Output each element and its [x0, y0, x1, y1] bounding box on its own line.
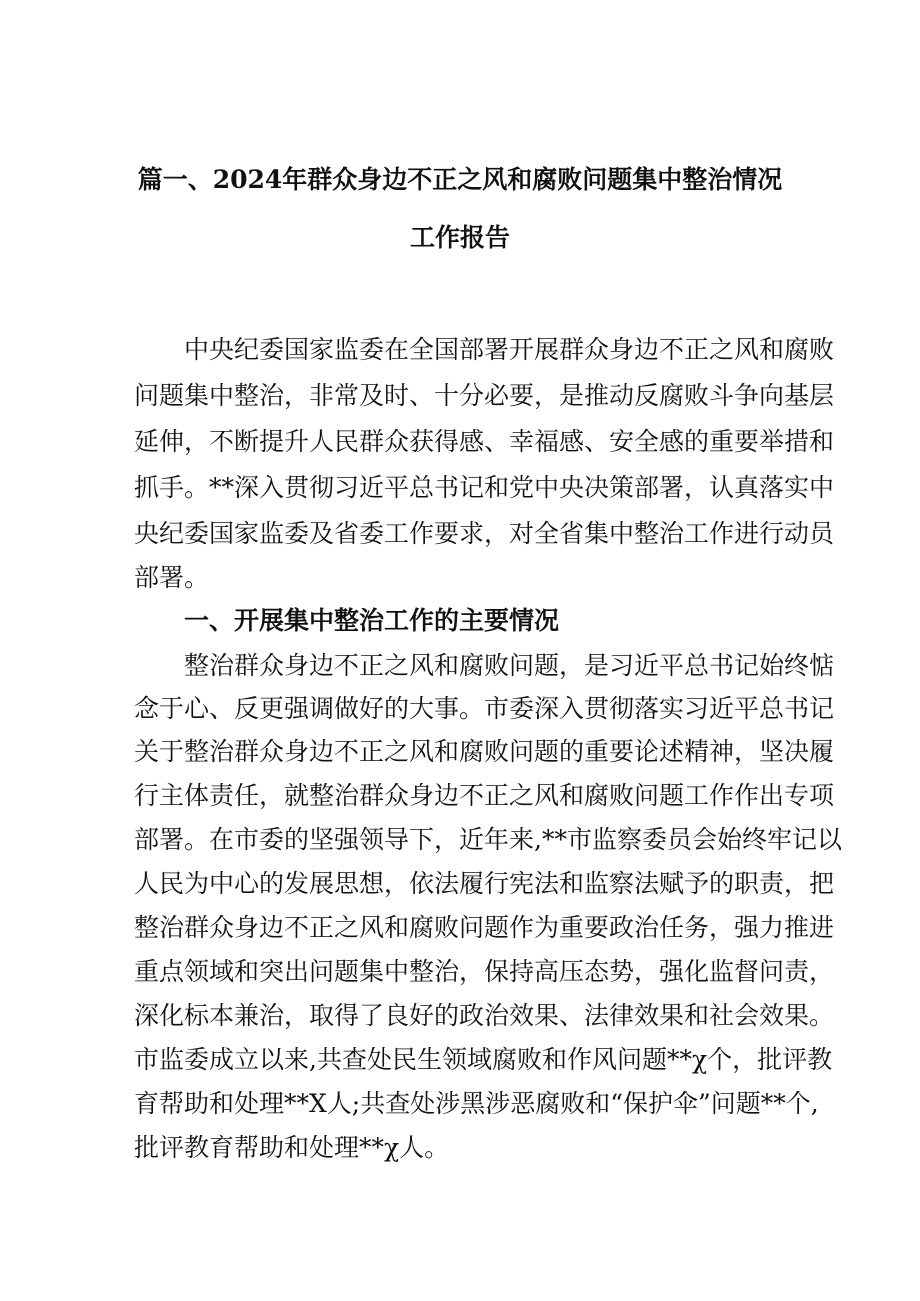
paragraph-2-line: 育帮助和处理**Χ人;共查处涉黑涉恶腐败和“保护伞”问题**个,: [134, 1089, 819, 1118]
paragraph-2-line: 整治群众身边不正之风和腐败问题，是习近平总书记始终惦: [184, 651, 835, 680]
paragraph-1-line: 问题集中整治，非常及时、十分必要，是推动反腐败斗争向基层: [134, 381, 835, 410]
paragraph-1-line: 中央纪委国家监委在全国部署开展群众身边不正之风和腐败: [184, 335, 835, 364]
paragraph-1-line: 抓手。**深入贯彻习近平总书记和党中央决策部署，认真落实中: [134, 473, 835, 502]
paragraph-2-line: 深化标本兼治，取得了良好的政治效果、法律效果和社会效果。: [134, 1001, 835, 1030]
paragraph-2-line: 行主体责任，就整治群众身边不正之风和腐败问题工作作出专项: [134, 781, 835, 810]
paragraph-2-line: 念于心、反更强调做好的大事。市委深入贯彻落实习近平总书记: [134, 694, 835, 723]
paragraph-2-line: 人民为中心的发展思想，依法履行宪法和监察法赋予的职责，把: [134, 869, 835, 898]
paragraph-2-line: 批评教育帮助和处理**χ人。: [134, 1133, 450, 1162]
paragraph-1-line: 延伸，不断提升人民群众获得感、幸福感、安全感的重要举措和: [134, 427, 835, 456]
paragraph-2-line: 关于整治群众身边不正之风和腐败问题的重要论述精神，坚决履: [134, 737, 835, 766]
document-title-line-2: 工作报告: [409, 223, 510, 252]
document-title-line-1: 篇一、2024年群众身边不正之风和腐败问题集中整治情况: [137, 165, 783, 194]
paragraph-2-line: 重点领域和突出问题集中整治，保持高压态势，强化监督问责，: [134, 957, 835, 986]
paragraph-2-line: 整治群众身边不正之风和腐败问题作为重要政治任务，强力推进: [134, 913, 835, 942]
paragraph-1-line: 部署。: [134, 563, 210, 592]
paragraph-2-line: 市监委成立以来,共查处民生领域腐败和作风问题**χ个，批评教: [134, 1045, 833, 1074]
paragraph-2-line: 部署。在市委的坚强领导下，近年来,**市监察委员会始终牢记以: [134, 825, 842, 854]
section-1-heading: 一、开展集中整治工作的主要情况: [184, 606, 560, 635]
paragraph-1-line: 央纪委国家监委及省委工作要求，对全省集中整治工作进行动员: [134, 519, 835, 548]
